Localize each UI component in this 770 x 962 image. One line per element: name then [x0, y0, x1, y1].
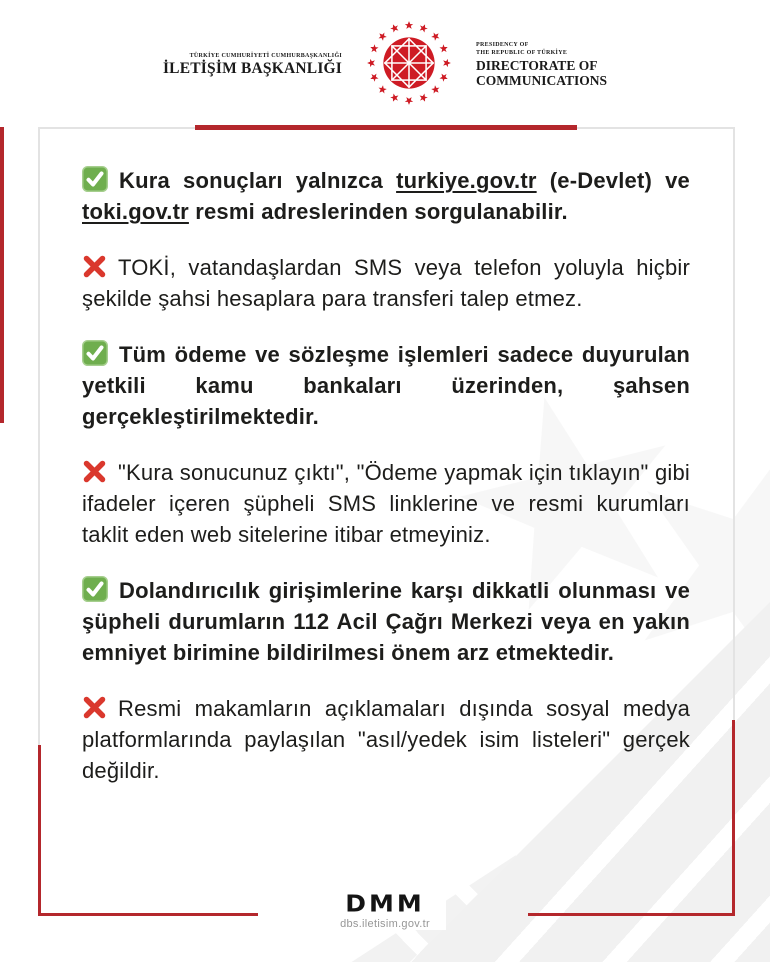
notice-text: (e-Devlet) ve — [536, 168, 690, 193]
check-icon — [82, 340, 108, 366]
cross-icon — [82, 459, 107, 484]
left-edge-accent-bar — [0, 127, 4, 423]
footer — [0, 891, 770, 932]
card-border — [733, 127, 735, 720]
cross-icon — [82, 695, 107, 720]
url-text: turkiye.gov.tr — [396, 168, 537, 193]
notice-text: "Kura sonucunuz çıktı", "Ödeme yapmak için tıklayın" gibi ifadeler içeren şüpheli SMS linklerine ve resmi kurumları taklit eden web sitelerine itibar etmeyiniz. — [82, 460, 690, 547]
header — [0, 16, 770, 115]
presidency-name-en: PRESIDENCY OF THE REPUBLIC OF TÜRKİYE — [476, 42, 568, 56]
url-text: toki.gov.tr — [82, 199, 189, 224]
directorate-name-en: DIRECTORATE OF COMMUNICATIONS — [476, 58, 608, 88]
card-border-accent — [732, 720, 735, 916]
notice-text: TOKİ, vatandaşlardan SMS veya telefon yoluyla hiçbir şekilde şahsi hesaplara para transferi talep etmez. — [82, 255, 690, 311]
top-accent-line — [195, 125, 577, 130]
notice-text: resmi adreslerinden sorgulanabilir. — [188, 199, 568, 224]
notice-item — [82, 693, 690, 786]
notice-text: Tüm ödeme ve sözleşme işlemleri sadece duyurulan yetkili kamu bankaları üzerinden, şahsen gerçekleştirilmektedir. — [82, 342, 690, 429]
dmm-website-url: dbs.iletisim.gov.tr — [340, 918, 430, 930]
presidency-emblem-icon — [366, 16, 452, 115]
notice-text: Kura sonuçları yalnızca — [119, 168, 397, 193]
iletisim-baskanligi-logo — [163, 53, 342, 78]
card-border — [38, 127, 40, 745]
notice-item — [82, 165, 690, 227]
notice-item — [82, 252, 690, 314]
check-icon — [82, 576, 108, 602]
notice-item — [82, 575, 690, 668]
directorate-name-tr: İLETİŞİM BAŞKANLIĞI — [162, 60, 343, 77]
notice-item — [82, 339, 690, 432]
check-icon — [82, 166, 108, 192]
dmm-logo: DMM — [345, 890, 425, 917]
notice-item — [82, 457, 690, 550]
notice-text: Dolandırıcılık girişimlerine karşı dikkatli olunması ve şüpheli durumların 112 Acil Çağrı Merkezi veya en yakın emniyet birimine bildirilmesi önem arz etmektedir. — [82, 578, 690, 665]
directorate-of-communications-logo — [476, 42, 607, 89]
notice-text: Resmi makamların açıklamaları dışında sosyal medya platformlarında paylaşılan "asıl/yedek isim listeleri" gerçek değildir. — [82, 696, 690, 783]
cross-icon — [82, 254, 107, 279]
presidency-name-tr: TÜRKİYE CUMHURİYETİ CUMHURBAŞKANLIĞI — [189, 53, 343, 59]
notice-list — [82, 165, 690, 811]
